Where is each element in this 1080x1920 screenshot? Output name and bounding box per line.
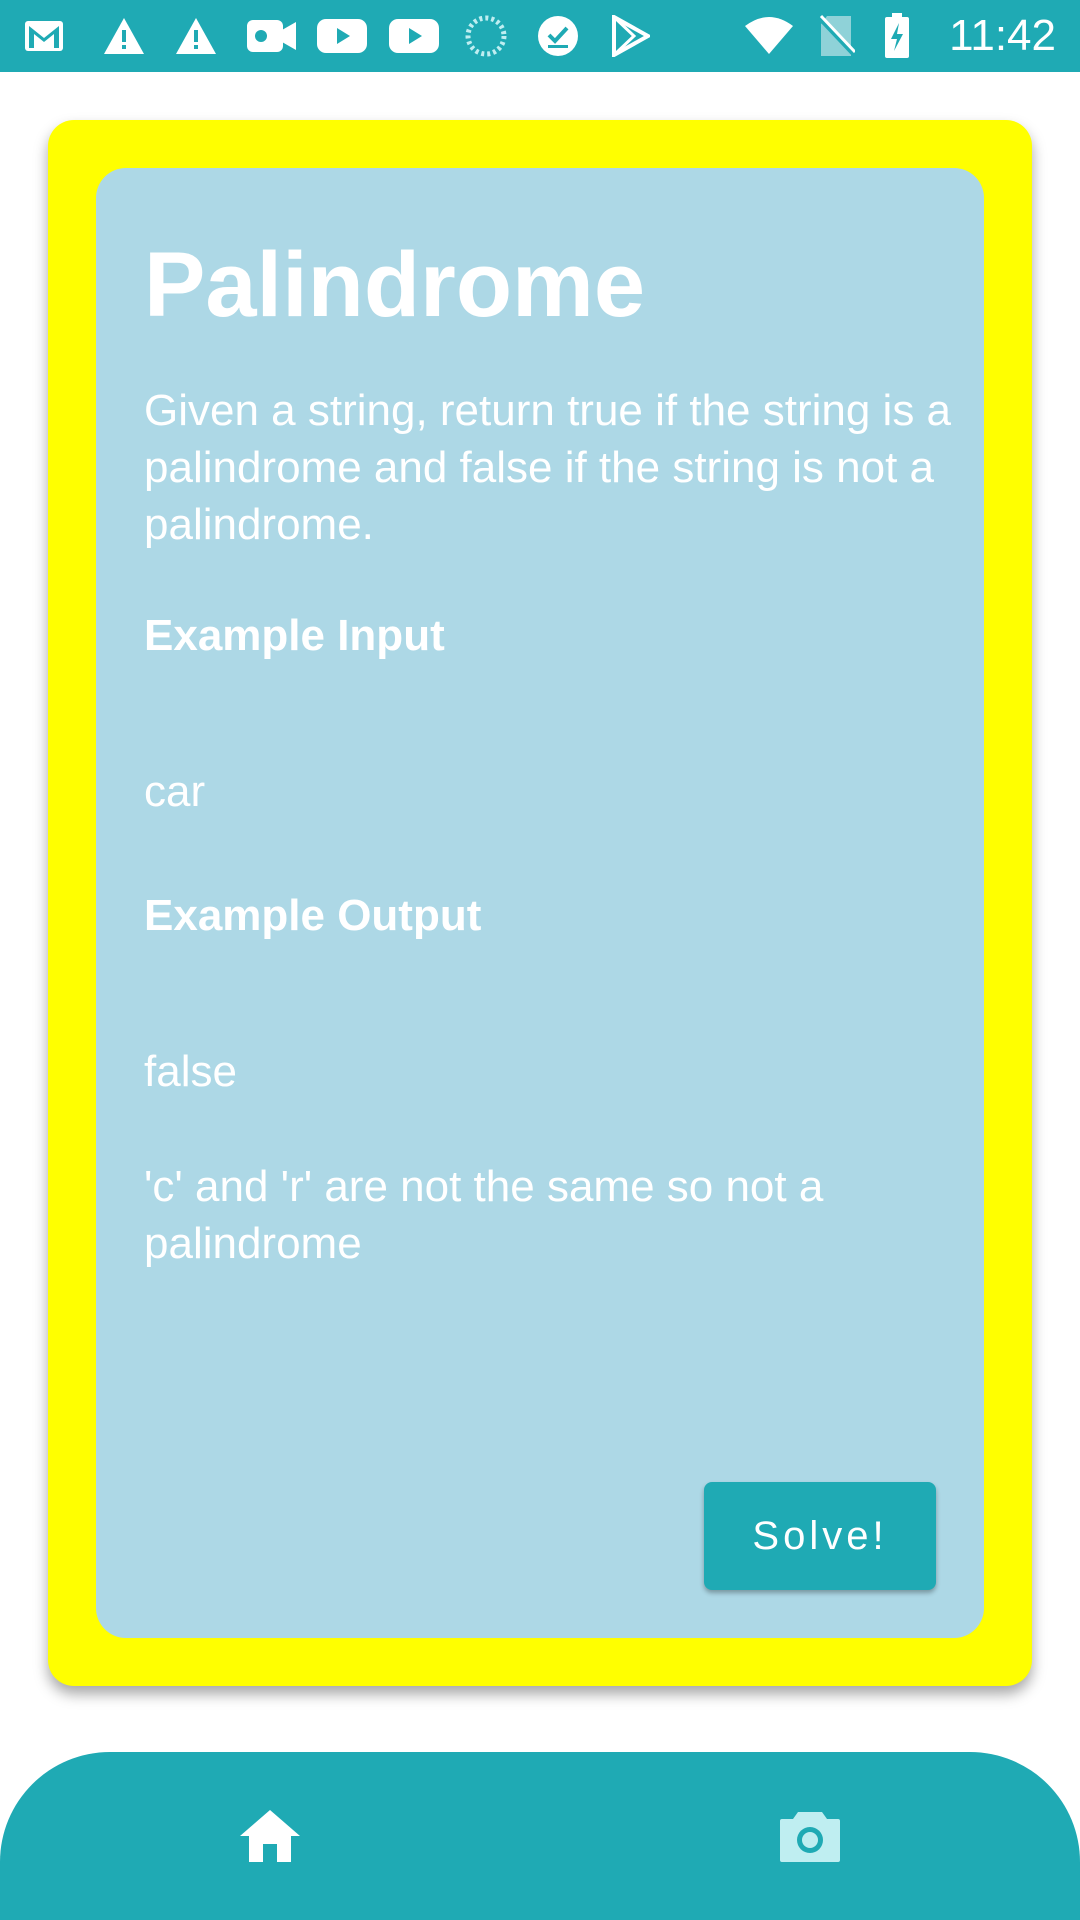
example-input-value: car	[144, 767, 206, 816]
battery-charging-icon	[882, 14, 912, 58]
sync-icon	[464, 14, 508, 58]
example-input-heading: Example Input	[144, 611, 445, 660]
bottom-navigation	[0, 1752, 1080, 1920]
status-bar	[0, 0, 1080, 72]
challenge-card	[48, 120, 1032, 1686]
no-sim-icon	[814, 14, 858, 58]
gmail-icon	[22, 14, 66, 58]
home-icon[interactable]	[236, 1802, 304, 1870]
warning-icon	[102, 14, 146, 58]
challenge-card-content	[96, 168, 984, 1638]
clock: 11:42	[949, 11, 1056, 60]
example-output-heading: Example Output	[144, 891, 482, 940]
wifi-icon	[744, 14, 794, 58]
example-output-value: false	[144, 1047, 237, 1096]
warning-icon	[174, 14, 218, 58]
solve-button[interactable]: Solve!	[704, 1482, 936, 1590]
youtube-icon	[316, 14, 368, 58]
challenge-description: Given a string, return true if the string is a palindrome and false if the string is not a palindrome.	[144, 386, 952, 549]
play-store-icon	[608, 14, 652, 58]
video-camera-icon	[246, 14, 298, 58]
youtube-icon	[388, 14, 440, 58]
check-circle-icon	[536, 14, 580, 58]
example-explanation: 'c' and 'r' are not the same so not a palindrome	[144, 1162, 824, 1268]
camera-icon[interactable]	[776, 1802, 844, 1870]
challenge-title: Palindrome	[144, 234, 646, 336]
